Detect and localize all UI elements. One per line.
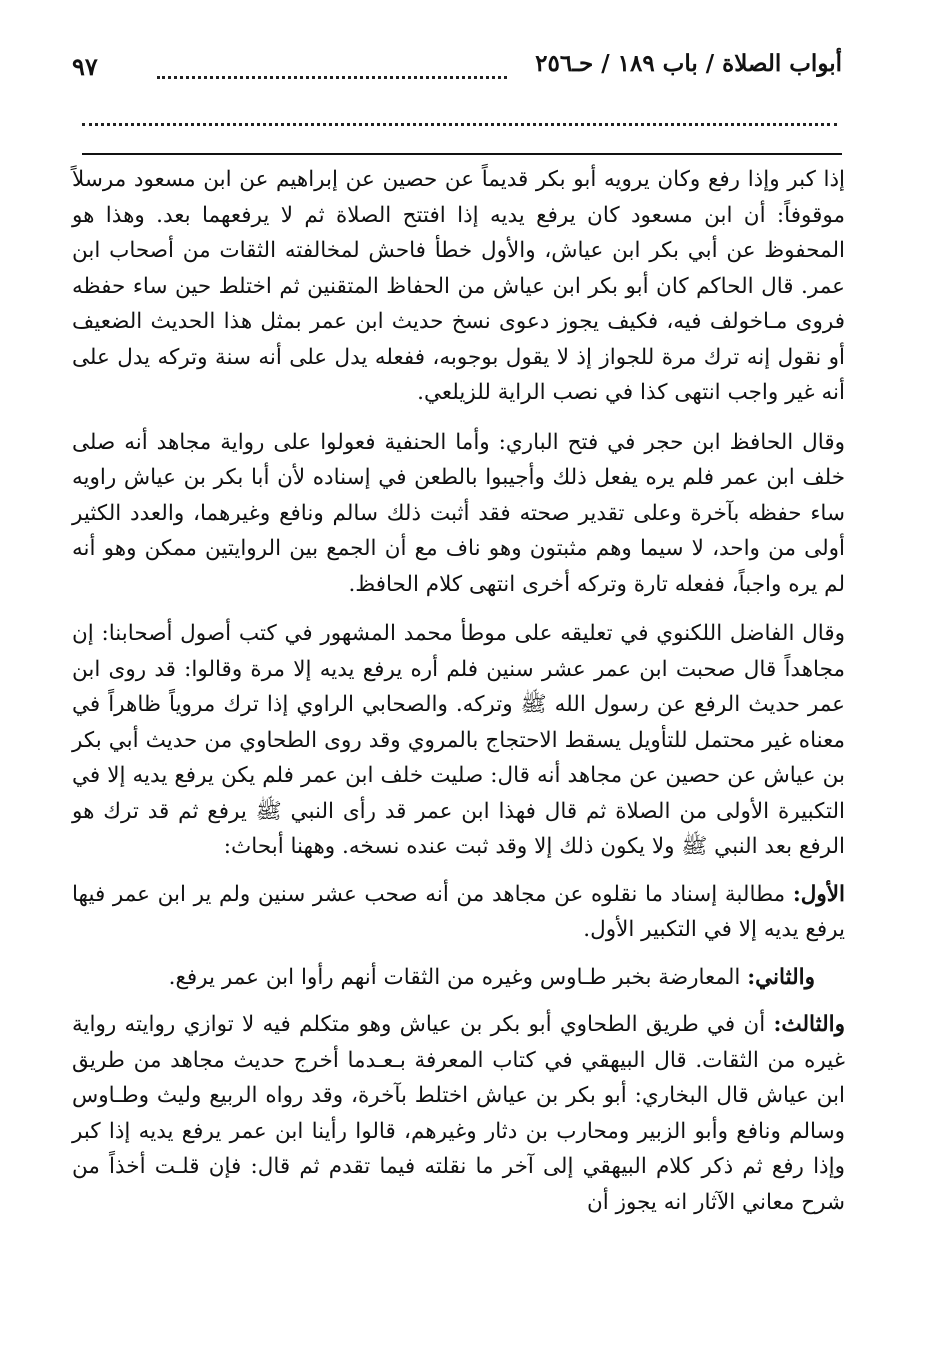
horizontal-rule <box>82 153 842 155</box>
paragraph-2: وقال الحافظ ابن حجر في فتح الباري: وأما الحنفية فعولوا على رواية مجاهد أنه صلى خلف ابن عمر فلم يره يفعل ذلك وأجيبوا بالطعن في إسناده لأن أبا بكر بن عياش راويه ساء حفظه بآخرة وعلى تقدير صحته فقد أثبت ذلك سالم ونافع وغيرهما، والعدد الكثير أولى من واحد، لا سيما وهم مثبتون وهو ناف مع أن الجمع بين الروايتين ممكن وهو أنه لم يره واجباً، ففعله تارة وتركه أخرى انتهى كلام الحافظ. <box>72 429 845 597</box>
header-dotted-leader <box>157 76 507 79</box>
point-third-label: والثالث: <box>773 1012 845 1037</box>
point-second-text: المعارضة بخبر طـاوس وغيره من الثقات أنهم رأوا ابن عمر يرفع. <box>168 964 741 990</box>
point-third-text: أن في طريق الطحاوي أبو بكر بن عياش وهو متكلم فيه لا توازي روايته رواية غيره من الثقات. قال البيهقي في كتاب المعرفة بـعـدما أخرج حديث مجاهد من طريق ابن عياش قال البخاري: أبو بكر بن عياش اختلط بآخرة، وقد رواه الربيع وليث وطـاوس وسالم ونافع وأبو الزبير ومحارب بن دثار وغيرهم، قالوا رأينا ابن عمر يرفع يديه إذا كبر وإذا رفع ثم ذكر كلام البيهقي إلى آخر ما نقلته فيما تقدم ثم قال: فإن قلـت أخذاً من شرح معاني الآثار انه يجوز أن <box>72 1012 845 1215</box>
paragraph-3: وقال الفاضل اللكنوي في تعليقه على موطأ محمد المشهور في كتب أصول أصحابنا: إن مجاهداً قال صحبت ابن عمر عشر سنين فلم أره يرفع يديه إلا مرة وقالوا: قد روى ابن عمر حديث الرفع عن رسول الله ﷺ وتركه. والصحابي الراوي إذا ترك مروياً ظاهراً في معناه غير محتمل للتأويل يسقط الاحتجاج بالمروي وقد روى الطحاوي من حديث أبي بكر بن عياش عن حصين عن مجاهد أنه قال: صليت خلف ابن عمر فلم يكن يرفع يديه إلا في التكبيرة الأولى من الصلاة ثم قال فهذا ابن عمر قد رأى النبي ﷺ يرفع ثم قد ترك هو الرفع بعد النبي ﷺ ولا يكون ذلك إلا وقد ثبت عنده نسخه. وههنا أبحاث: <box>72 621 845 859</box>
point-second-label: والثاني: <box>747 964 815 990</box>
paragraph-1: إذا كبر وإذا رفع وكان يرويه أبو بكر قديماً عن حصين عن إبراهيم عن ابن مسعود مرسلاً موقوفاً: أن ابن مسعود كان يرفع يديه إذا افتتح الصلاة ثم لا يرفعهما بعد. وهذا هو المحفوظ عن أبي بكر ابن عياش، والأول خطأ فاحش لمخالفته الثقات من أصحاب ابن عمر. قال الحاكم كان أبو بكر ابن عياش من الحفاظ المتقنين ثم اختلط حين ساء حفظه فروى مـاخولف فيه، فكيف يجوز دعوى نسخ حديث ابن عمر بمثل هذا الحديث الضعيف أو نقول إنه ترك مرة للجواز إذ لا يقول بوجوبه، ففعله يدل على أنه سنة وتركه يدل على أنه غير واجب انتهى كذا في نصب الراية للزيلعي. <box>72 167 845 405</box>
point-first-label: الأول: <box>792 881 845 907</box>
point-first-text: مطالبة إسناد ما نقلوه عن مجاهد من أنه صحب عشر سنين ولم ير ابن عمر فيها يرفع يديه إلا في التكبير الأول. <box>72 881 845 942</box>
page-header <box>72 50 842 90</box>
point-first <box>72 877 845 948</box>
body-text <box>72 162 845 1220</box>
point-second <box>72 960 845 996</box>
point-third <box>72 1007 845 1220</box>
page-number: ٩٧ <box>72 52 98 81</box>
dotted-separator <box>82 123 837 126</box>
running-title: أبواب الصلاة / باب ١٨٩ / حـ٢٥٦ <box>535 50 842 77</box>
